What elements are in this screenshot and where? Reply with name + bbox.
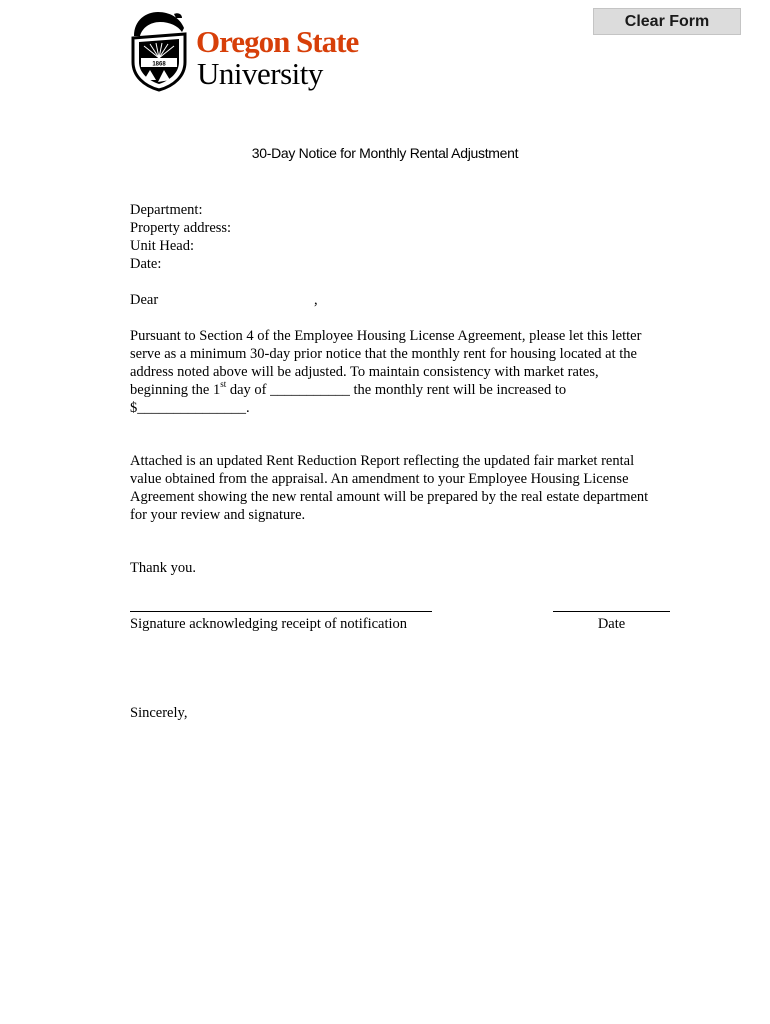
signature-line <box>130 611 432 612</box>
document-title: 30-Day Notice for Monthly Rental Adjustment <box>251 145 519 161</box>
salutation: Dear <box>130 292 159 308</box>
closing-text: Sincerely, <box>130 705 188 721</box>
line-text: day of ___________ the monthly rent will be increased to <box>226 382 567 398</box>
date-signature-label: Date <box>597 616 626 632</box>
date-signature-line <box>553 611 670 612</box>
logo-wordmark-university: University <box>197 56 323 91</box>
date-field-label: Date: <box>130 256 162 272</box>
department-label: Department: <box>130 202 203 218</box>
signature-label: Signature acknowledging receipt of notification <box>130 616 408 632</box>
paragraph-line: Agreement showing the new rental amount will be prepared by the real estate department <box>130 489 649 505</box>
attachment-paragraph <box>130 452 648 524</box>
paragraph-line: address noted above will be adjusted. To maintain consistency with market rates, <box>130 364 599 380</box>
seal-year-text: 1868 <box>152 61 166 68</box>
paragraph-line: Pursuant to Section 4 of the Employee Housing License Agreement, please let this letter <box>130 328 642 344</box>
paragraph-line: serve as a minimum 30-day prior notice that the monthly rent for housing located at the <box>130 346 637 362</box>
paragraph-line <box>130 381 641 399</box>
paragraph-line: value obtained from the appraisal. An amendment to your Employee Housing License <box>130 471 629 487</box>
clear-form-button[interactable]: Clear Form <box>593 8 741 35</box>
osu-logo <box>128 10 388 96</box>
header-fields <box>130 201 231 273</box>
paragraph-line: for your review and signature. <box>130 507 306 523</box>
logo-wordmark-oregon-state: Oregon State <box>196 24 359 59</box>
paragraph-line: Attached is an updated Rent Reduction Report reflecting the updated fair market rental <box>130 453 635 469</box>
line-text: beginning the 1 <box>130 382 221 398</box>
osu-seal-icon <box>128 10 190 92</box>
unit-head-label: Unit Head: <box>130 238 195 254</box>
property-address-label: Property address: <box>130 220 232 236</box>
thank-you-text: Thank you. <box>130 560 197 576</box>
notice-paragraph <box>130 327 641 417</box>
salutation-comma: , <box>314 292 318 308</box>
ordinal-suffix: st <box>220 379 227 390</box>
paragraph-line: $_______________. <box>130 400 250 416</box>
